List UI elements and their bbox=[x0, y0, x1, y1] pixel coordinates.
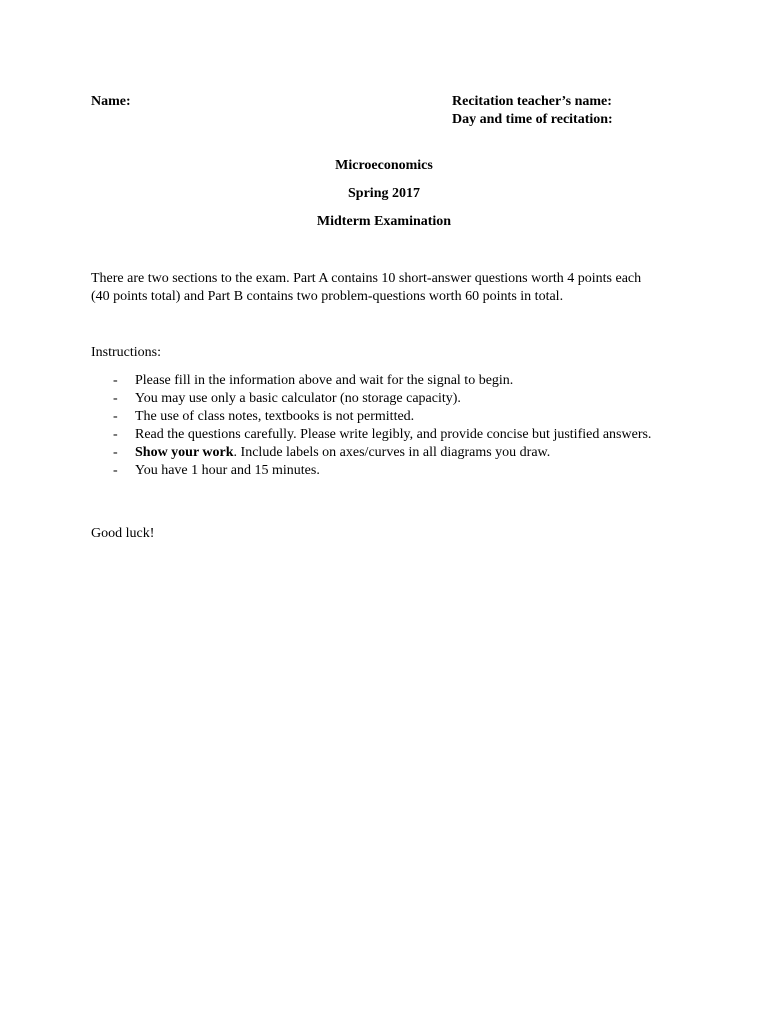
bullet-dash: - bbox=[113, 391, 118, 406]
bullet-dash: - bbox=[113, 427, 118, 442]
instruction-bold: Show your work bbox=[135, 445, 234, 460]
instruction-item bbox=[91, 444, 671, 462]
closing-text: Good luck! bbox=[91, 526, 155, 541]
name-label: Name: bbox=[91, 94, 131, 109]
recitation-time-label: Day and time of recitation: bbox=[452, 112, 613, 127]
instruction-text: You may use only a basic calculator (no storage capacity). bbox=[135, 391, 461, 406]
instructions-list bbox=[91, 372, 671, 480]
exam-intro-paragraph: There are two sections to the exam. Part A contains 10 short-answer questions worth 4 points each (40 points total) and Part B contains two problem-questions worth 60 points in total. bbox=[91, 271, 642, 304]
instruction-text: You have 1 hour and 15 minutes. bbox=[135, 463, 320, 478]
instructions-heading: Instructions: bbox=[91, 345, 161, 360]
instruction-item bbox=[91, 426, 671, 444]
instruction-text: The use of class notes, textbooks is not permitted. bbox=[135, 409, 415, 424]
instruction-item bbox=[91, 462, 671, 480]
exam-title-block bbox=[0, 157, 768, 241]
course-title: Microeconomics bbox=[335, 158, 433, 173]
instruction-item bbox=[91, 408, 671, 426]
instruction-text: Please fill in the information above and wait for the signal to begin. bbox=[135, 373, 514, 388]
instruction-item bbox=[91, 372, 671, 390]
instruction-text: . Include labels on axes/curves in all diagrams you draw. bbox=[233, 445, 551, 460]
exam-title: Midterm Examination bbox=[316, 214, 452, 229]
bullet-dash: - bbox=[113, 463, 118, 478]
teacher-name-label: Recitation teacher’s name: bbox=[452, 94, 612, 109]
term-title: Spring 2017 bbox=[348, 186, 420, 201]
bullet-dash: - bbox=[113, 373, 118, 388]
instruction-text: Read the questions carefully. Please write legibly, and provide concise but justified answers. bbox=[135, 427, 652, 442]
recitation-info bbox=[452, 93, 613, 129]
bullet-dash: - bbox=[113, 445, 118, 460]
instruction-item bbox=[91, 390, 671, 408]
bullet-dash: - bbox=[113, 409, 118, 424]
